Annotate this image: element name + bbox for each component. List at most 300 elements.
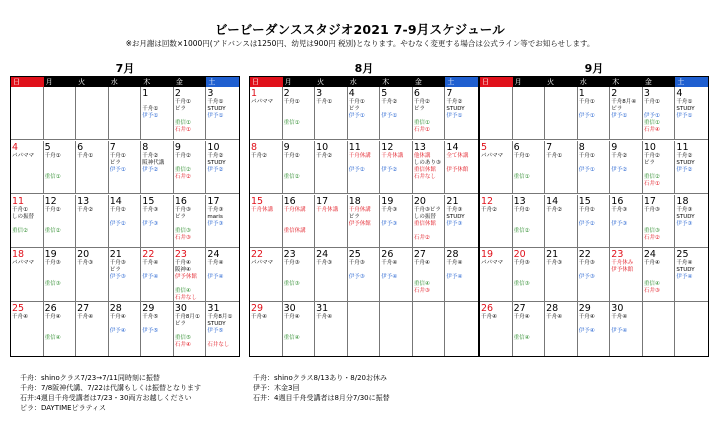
day-cell (643, 302, 676, 355)
day-cell (643, 248, 676, 301)
class-entry: 千舟③ (513, 260, 530, 267)
day-number: 13 (413, 141, 426, 153)
calendar-grid (10, 76, 240, 357)
day-number: 6 (513, 141, 520, 153)
day-number: 22 (142, 249, 155, 261)
class-entry: 伊予② (109, 220, 126, 227)
day-cell (76, 248, 109, 301)
class-entry: 伊予④ (207, 274, 224, 281)
day-cell (44, 302, 77, 355)
class-entry: STUDY (207, 321, 226, 328)
day-cell (11, 248, 44, 301)
day-number: 29 (251, 303, 264, 315)
class-entry: 伊予③ (207, 220, 224, 227)
class-entry: 千舟① (348, 99, 365, 105)
day-cell (206, 141, 239, 194)
weekday-header: 月 (513, 77, 546, 87)
day-cell (348, 302, 381, 355)
class-entry: 千舟休講 (251, 206, 274, 213)
class-entry: 重信休館 (413, 166, 436, 173)
weekday-header: 金 (413, 77, 446, 87)
class-entry (12, 221, 43, 228)
class-entry: STUDY (676, 267, 695, 274)
class-entry: 千舟② (283, 152, 300, 159)
class-entry: しのあり③ (413, 159, 441, 166)
class-entry: ピラ (109, 267, 121, 274)
class-entry: 重信② (513, 227, 530, 234)
day-cell (578, 141, 611, 194)
day-number: 30 (611, 303, 624, 315)
day-cell (610, 141, 643, 194)
class-entry: ピラ (611, 106, 623, 112)
day-cell (545, 248, 578, 301)
class-entry: 重信休館 (413, 220, 436, 227)
notes-right (253, 373, 390, 403)
day-cell (174, 302, 207, 355)
day-cell (445, 195, 478, 248)
class-entry: 千舟① (283, 99, 300, 105)
class-entry: STUDY (207, 159, 226, 166)
calendar-grid (479, 76, 709, 357)
day-number: 5 (44, 141, 51, 153)
class-entry: ピラ (174, 106, 186, 112)
class-entry: 伊予③ (109, 274, 126, 281)
day-cell (315, 302, 348, 355)
class-entry: 千舟② (109, 206, 126, 213)
class-entry (514, 321, 545, 328)
day-number: 19 (481, 249, 494, 261)
class-entry: 千舟① (513, 152, 530, 159)
class-entry: 千舟③ (676, 206, 693, 213)
day-cell (283, 87, 316, 140)
day-cell (348, 141, 381, 194)
class-entry: 千舟① (12, 206, 28, 213)
day-cell (315, 87, 348, 140)
class-entry: 千舟② (44, 206, 61, 213)
day-number: 28 (109, 303, 122, 315)
day-cell (283, 248, 316, 301)
day-number: 25 (676, 249, 689, 261)
day-number: 11 (12, 195, 25, 207)
class-entry: しの振替 (413, 213, 436, 220)
calendar-grid (249, 76, 479, 357)
class-entry: 伊予② (348, 166, 365, 173)
class-entry: 千舟④ (283, 314, 300, 321)
class-entry: 伊予④ (109, 328, 126, 335)
day-number: 29 (142, 303, 155, 315)
day-cell (141, 248, 174, 301)
day-cell (44, 87, 77, 140)
weekday-header: 土 (206, 77, 239, 87)
day-cell (141, 87, 174, 140)
class-entry (381, 160, 412, 167)
day-cell (250, 195, 283, 248)
weekday-header: 月 (283, 77, 316, 87)
month-title: 8月 (354, 62, 374, 75)
class-entry: 千舟③ (316, 260, 333, 267)
weekday-header: 水 (578, 77, 611, 87)
day-cell (413, 87, 446, 140)
class-entry: パパママ (12, 152, 35, 159)
day-cell (44, 248, 77, 301)
class-entry: 重信③ (283, 281, 300, 288)
class-entry: 千舟① (676, 99, 693, 105)
class-entry: 伊予① (578, 113, 595, 119)
class-entry: 重信③ (513, 281, 530, 288)
class-entry: 重信① (413, 120, 430, 126)
class-entry (175, 113, 206, 120)
day-cell (413, 195, 446, 248)
day-cell (174, 248, 207, 301)
day-cell (380, 141, 413, 194)
class-entry: 石井なし (207, 342, 230, 349)
day-number: 22 (251, 249, 264, 261)
day-cell (445, 87, 478, 140)
class-entry: 伊予③ (611, 220, 628, 227)
class-entry: 千舟④ (77, 314, 94, 321)
day-cell (315, 141, 348, 194)
weekday-header: 水 (109, 77, 142, 87)
class-entry: STUDY (207, 106, 226, 112)
class-entry: 重信④ (413, 281, 430, 288)
class-entry: 重信③ (174, 227, 191, 234)
day-number: 13 (77, 195, 90, 207)
class-entry: 伊予② (578, 220, 595, 227)
day-number: 28 (546, 303, 559, 315)
day-number: 3 (316, 88, 323, 99)
class-entry: 千舟② (142, 152, 159, 159)
class-entry (414, 113, 445, 120)
class-entry (175, 160, 206, 167)
day-cell (413, 248, 446, 301)
class-entry: 伊予① (381, 113, 398, 119)
class-entry: ピラ (174, 213, 186, 220)
day-number: 27 (77, 303, 90, 315)
class-entry (514, 267, 545, 274)
class-entry: 石井① (643, 180, 660, 187)
class-entry: 伊予① (142, 113, 159, 119)
class-entry (579, 214, 610, 221)
class-entry: 千舟③ (643, 206, 660, 213)
day-number: 15 (251, 195, 264, 207)
day-cell (545, 195, 578, 248)
day-cell (578, 302, 611, 355)
day-number: 1 (251, 88, 258, 99)
class-entry: 千舟② (174, 152, 191, 159)
day-cell (109, 302, 142, 355)
day-number: 8 (251, 141, 258, 153)
class-entry (349, 160, 380, 167)
day-number: 1 (578, 88, 585, 99)
class-entry (644, 167, 675, 174)
class-entry (446, 160, 478, 167)
class-entry: 千舟② (513, 206, 530, 213)
day-cell (109, 195, 142, 248)
price-notice: ※お月謝は回数×1000円(アドバンスは1250円、幼児は900円 税別)となります。やむなく変更する場合は公式ライン等でお知らせします。 (125, 39, 595, 48)
day-cell (578, 87, 611, 140)
class-entry (175, 221, 206, 228)
day-number: 29 (578, 303, 591, 315)
weekday-header: 金 (174, 77, 207, 87)
class-entry: ピラ (348, 106, 360, 112)
day-cell (206, 302, 239, 355)
class-entry: 重信① (513, 173, 530, 180)
class-entry: 重信④ (44, 335, 61, 342)
class-entry: ピラ (348, 213, 360, 220)
weekday-header: 日 (480, 77, 513, 87)
class-entry: 千舟③ (283, 260, 300, 267)
class-entry: 千舟休講 (348, 206, 371, 213)
day-cell (643, 87, 676, 140)
class-entry: 千舟休講 (283, 206, 306, 213)
day-cell (445, 248, 478, 301)
class-entry (514, 221, 545, 228)
day-cell (545, 87, 578, 140)
class-entry: 重信③ (44, 281, 61, 288)
weekday-header: 金 (643, 77, 676, 87)
class-entry: 千舟④ (142, 260, 159, 267)
class-entry: 伊予② (611, 166, 628, 173)
day-number: 19 (44, 249, 57, 261)
class-entry: 千舟③ (578, 260, 595, 267)
class-entry: 石井① (413, 127, 430, 133)
day-number: 17 (316, 195, 329, 207)
class-entry (514, 160, 545, 167)
day-number: 25 (348, 249, 361, 261)
class-entry: 千舟① (174, 99, 191, 105)
class-entry (611, 160, 642, 167)
day-number: 2 (283, 88, 290, 99)
day-cell (315, 195, 348, 248)
day-number: 9 (611, 141, 618, 153)
class-entry: 石井④ (643, 127, 660, 133)
class-entry: しの振替 (12, 213, 35, 220)
day-cell (675, 87, 708, 140)
day-number: 15 (578, 195, 591, 207)
class-entry: パパママ (12, 260, 35, 267)
day-cell (283, 195, 316, 248)
class-entry: 伊予② (676, 166, 693, 173)
day-number: 18 (348, 195, 361, 207)
class-entry: 重信① (643, 120, 660, 126)
day-number: 16 (611, 195, 624, 207)
day-number: 17 (643, 195, 656, 207)
day-cell (545, 302, 578, 355)
day-number: 20 (413, 195, 426, 207)
day-cell (141, 195, 174, 248)
class-entry: STUDY (446, 213, 465, 220)
class-entry: 千舟② (251, 152, 267, 159)
class-entry: 石井なし (413, 173, 436, 180)
class-entry: 伊予休館 (348, 220, 371, 227)
day-cell (513, 195, 546, 248)
class-entry (644, 214, 675, 221)
class-entry: ピラ (109, 159, 121, 166)
class-entry: 伊予休館 (174, 274, 197, 281)
class-entry (579, 160, 610, 167)
day-number: 8 (578, 141, 585, 153)
class-entry: 重信② (283, 173, 300, 180)
day-cell (480, 302, 513, 355)
class-entry: 伊予⑤ (207, 328, 224, 335)
class-entry: 千舟③ (174, 206, 191, 213)
day-cell (44, 195, 77, 248)
day-cell (11, 87, 44, 140)
class-entry: 千舟休み (611, 260, 634, 267)
day-cell (109, 141, 142, 194)
day-number: 17 (207, 195, 220, 207)
day-number: 10 (643, 141, 656, 153)
day-number: 13 (513, 195, 526, 207)
day-number: 11 (348, 141, 361, 153)
day-number: 23 (283, 249, 296, 261)
day-number: 23 (174, 249, 187, 261)
day-number: 28 (446, 249, 459, 261)
class-entry: 千舟③ (77, 260, 94, 267)
class-entry: 千舟② (611, 152, 628, 159)
class-entry: 千舟② (316, 152, 333, 159)
class-entry: 千舟③ (142, 206, 159, 213)
day-number: 22 (578, 249, 591, 261)
notes-left (20, 373, 201, 413)
weekday-header: 木 (610, 77, 643, 87)
day-cell (480, 141, 513, 194)
class-entry: 伊予休館 (611, 267, 634, 274)
class-entry: 千舟④ (481, 314, 497, 321)
day-number: 20 (77, 249, 90, 261)
day-cell (578, 195, 611, 248)
weekday-header: 水 (348, 77, 381, 87)
class-entry: 伊予② (207, 166, 224, 173)
day-number: 4 (348, 88, 355, 99)
month-calendar (249, 62, 479, 358)
day-cell (44, 141, 77, 194)
class-entry: パパママ (251, 260, 274, 267)
day-number: 31 (316, 303, 329, 315)
day-cell (675, 248, 708, 301)
class-entry (644, 267, 675, 274)
class-entry: 伊予⑤ (142, 328, 159, 335)
class-entry: 千舟① (643, 99, 660, 105)
class-entry: 千舟① (546, 152, 563, 159)
day-cell (250, 248, 283, 301)
class-entry: 伊予④ (446, 274, 463, 281)
class-entry: 伊予③ (578, 274, 595, 281)
day-number: 15 (142, 195, 155, 207)
class-entry: maris (207, 213, 223, 220)
day-cell (480, 87, 513, 140)
class-entry (284, 113, 315, 120)
day-cell (109, 248, 142, 301)
weekday-header: 木 (141, 77, 174, 87)
note-line: 石井：4週目千舟受講者は8月分7/30に振替 (253, 394, 390, 402)
class-entry: 千舟④ (44, 314, 61, 321)
day-number: 3 (207, 88, 214, 99)
class-entry: ピラ (413, 106, 425, 112)
day-cell (513, 141, 546, 194)
day-number: 16 (174, 195, 187, 207)
day-number: 7 (109, 141, 116, 153)
day-number: 16 (283, 195, 296, 207)
class-entry: 石井② (413, 234, 430, 241)
class-entry (284, 167, 315, 174)
day-number: 7 (546, 141, 553, 153)
class-entry: 千舟③ (207, 206, 224, 213)
class-entry: 伊予③ (676, 220, 693, 227)
day-cell (513, 302, 546, 355)
class-entry (45, 267, 76, 274)
class-entry: 千舟① (578, 152, 595, 159)
class-entry: 千舟① (316, 99, 333, 105)
class-entry: 千舟③ (44, 260, 61, 267)
day-number: 25 (12, 303, 25, 315)
class-entry: パパママ (481, 260, 504, 267)
class-entry (284, 267, 315, 274)
day-cell (380, 248, 413, 301)
class-entry: 千舟③ (446, 206, 463, 213)
day-number: 26 (381, 249, 394, 261)
note-line: 千舟：shinoクラス7/23→7/11同時刻に振替 (20, 374, 160, 382)
class-entry: 千舟② (546, 206, 563, 213)
class-entry: 阪神④ (174, 267, 191, 274)
day-number: 14 (446, 141, 459, 153)
day-cell (513, 248, 546, 301)
class-entry: 千舟① (77, 152, 94, 159)
day-cell (250, 87, 283, 140)
day-cell (283, 141, 316, 194)
class-entry: 石井③ (174, 234, 191, 241)
class-entry: 伊予① (643, 113, 660, 119)
class-entry (644, 106, 675, 113)
day-number: 11 (676, 141, 689, 153)
day-cell (675, 195, 708, 248)
class-entry: 重信② (44, 227, 61, 234)
class-entry (284, 221, 315, 228)
class-entry (142, 214, 173, 221)
day-cell (76, 87, 109, 140)
class-entry (284, 106, 315, 113)
class-entry: 千舟④ (251, 314, 267, 321)
class-entry: 千舟③ピラ (413, 206, 441, 213)
day-cell (315, 248, 348, 301)
class-entry: STUDY (676, 213, 695, 220)
class-entry: 伊予④ (578, 328, 595, 335)
class-entry: 重信④ (643, 281, 660, 288)
class-entry (611, 214, 642, 221)
class-entry: 千舟8月① (207, 314, 233, 321)
class-entry: 千舟④ (578, 314, 595, 321)
class-entry: 伊予② (381, 166, 398, 173)
class-entry: 千舟① (142, 106, 159, 112)
class-entry: 千舟④ (446, 260, 463, 267)
day-number: 26 (44, 303, 57, 315)
day-number: 14 (546, 195, 559, 207)
day-number: 1 (142, 88, 149, 99)
day-cell (141, 141, 174, 194)
class-entry: 千舟④ (413, 260, 430, 267)
day-number: 8 (142, 141, 149, 153)
day-cell (380, 87, 413, 140)
day-number: 3 (643, 88, 650, 99)
class-entry: 千舟② (676, 152, 693, 159)
class-entry (381, 214, 412, 221)
day-number: 12 (481, 195, 494, 207)
note-line: 千舟：shinoクラス8/13あり・8/20お休み (253, 374, 387, 382)
month-calendar (479, 62, 709, 358)
class-entry: STUDY (446, 106, 465, 112)
class-entry: 伊予① (348, 113, 365, 119)
class-entry: 千舟④ (643, 260, 660, 267)
